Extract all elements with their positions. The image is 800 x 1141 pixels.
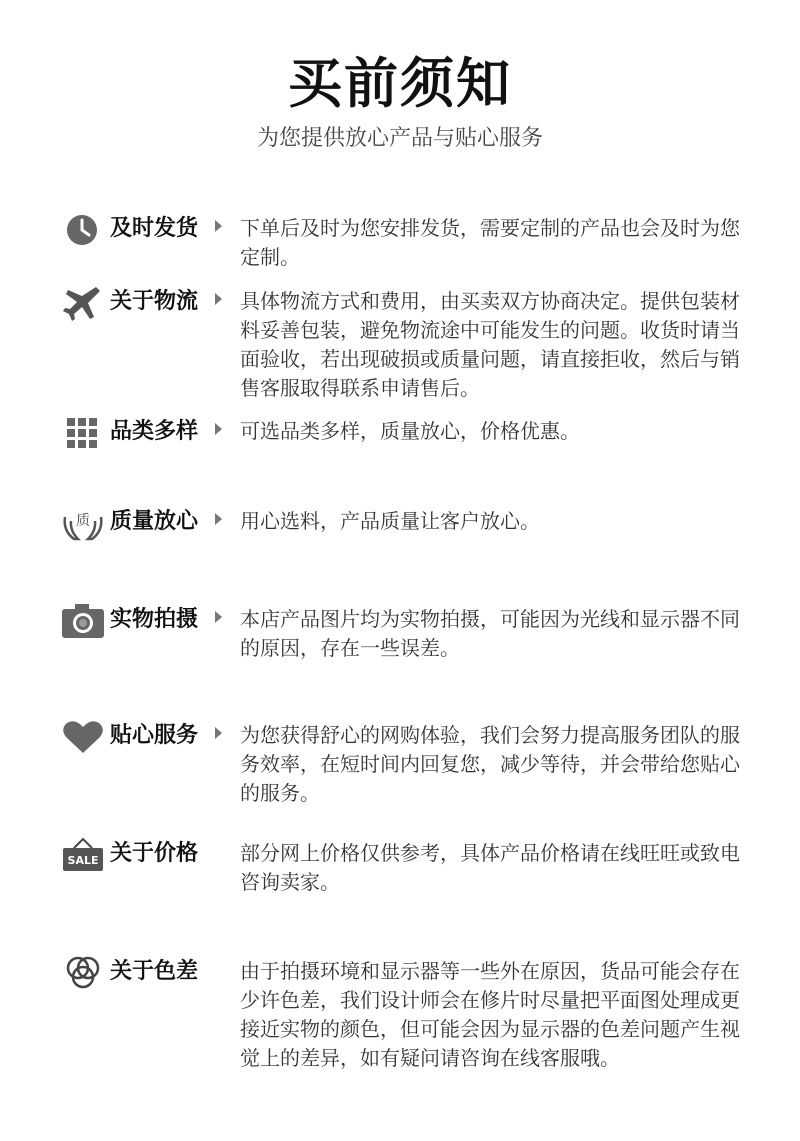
color-circles-icon xyxy=(60,953,106,993)
notice-label: 关于物流 xyxy=(110,289,199,314)
notice-description: 为您获得舒心的网购体验，我们会努力提高服务团队的服务效率，在短时间内回复您，减少等待，并会带给您贴心的服务。 xyxy=(240,723,740,805)
chevron-right-icon xyxy=(215,220,222,232)
chevron-right-icon xyxy=(215,513,222,525)
notice-label: 关于色差 xyxy=(110,959,199,984)
notice-description: 具体物流方式和费用，由买卖双方协商决定。提供包装材料妥善包装，避免物流途中可能发生的问题。收货时请当面验收，若出现破损或质量问题，请直接拒收，然后与销售客服取得联系申请售后。 xyxy=(240,289,740,400)
notice-label: 关于价格 xyxy=(110,841,199,866)
page-subtitle: 为您提供放心产品与贴心服务 xyxy=(256,126,543,151)
grid-icon xyxy=(60,413,106,453)
airplane-icon xyxy=(60,283,106,323)
notice-label: 质量放心 xyxy=(110,509,199,534)
notice-label: 实物拍摄 xyxy=(110,607,199,632)
notice-label: 贴心服务 xyxy=(110,723,199,748)
quality-hands-icon xyxy=(60,503,106,543)
chevron-right-icon xyxy=(215,727,222,739)
notice-description: 部分网上价格仅供参考，具体产品价格请在线旺旺或致电咨询卖家。 xyxy=(240,841,740,894)
camera-icon xyxy=(60,601,106,641)
notice-description: 由于拍摄环境和显示器等一些外在原因，货品可能会存在少许色差，我们设计师会在修片时尽量把平面图处理成更接近实物的颜色，但可能会因为显示器的色差问题产生视觉上的差异，如有疑问请咨询在线客服哦。 xyxy=(240,959,740,1070)
sale-mark: SALE xyxy=(67,854,99,867)
chevron-right-icon xyxy=(215,611,222,623)
notice-description: 下单后及时为您安排发货，需要定制的产品也会及时为您定制。 xyxy=(240,216,740,269)
notice-label: 及时发货 xyxy=(110,216,199,241)
chevron-right-icon xyxy=(215,293,222,305)
notice-description: 本店产品图片均为实物拍摄，可能因为光线和显示器不同的原因，存在一些误差。 xyxy=(240,607,740,660)
page-title: 买前须知 xyxy=(288,52,512,115)
notice-description: 用心选料，产品质量让客户放心。 xyxy=(240,509,540,533)
chevron-right-icon xyxy=(215,423,222,435)
notice-description: 可选品类多样，质量放心，价格优惠。 xyxy=(240,419,580,443)
sale-sign-icon xyxy=(60,835,106,875)
quality-mark: 质 xyxy=(76,513,90,529)
clock-icon xyxy=(60,210,106,250)
heart-icon xyxy=(60,717,106,757)
notice-label: 品类多样 xyxy=(110,419,199,444)
